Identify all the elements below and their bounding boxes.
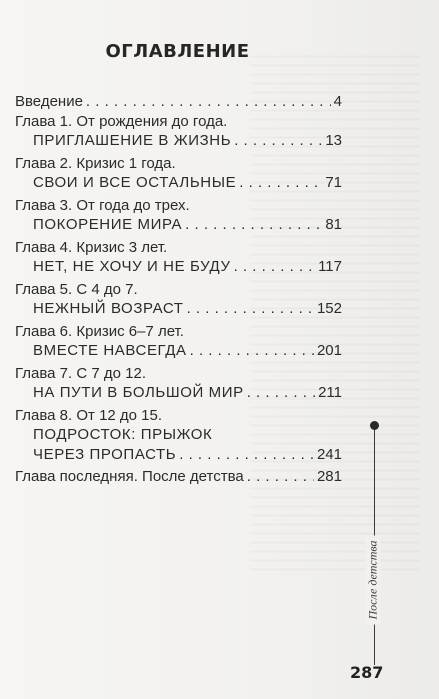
leader-dots — [247, 467, 314, 487]
toc-entry-chapter-1 — [15, 131, 342, 151]
toc-page-number: 281 — [316, 468, 342, 485]
toc-entry-chapter-7 — [15, 383, 342, 403]
toc-entry-chapter-4 — [15, 257, 342, 277]
toc-subtitle: ПОКОРЕНИЕ МИРА — [33, 216, 183, 233]
toc-page-number: 152 — [316, 300, 342, 317]
toc-subtitle-line — [15, 425, 342, 445]
toc-page-number: 241 — [316, 445, 342, 463]
leader-dots — [234, 131, 322, 151]
running-title: После детства — [366, 535, 381, 624]
toc-page-number: 201 — [316, 342, 342, 359]
toc-entry-chapter-5 — [15, 299, 342, 319]
table-of-contents — [15, 92, 342, 487]
toc-chapter-heading: Глава 3. От года до трех. — [15, 196, 190, 214]
toc-chapter-heading: Глава 4. Кризис 3 лет. — [15, 238, 168, 256]
leader-dots — [239, 173, 322, 193]
toc-subtitle: ВМЕСТЕ НАВСЕГДА — [33, 342, 187, 359]
toc-chapter-heading: Глава 8. От 12 до 15. — [15, 406, 163, 424]
page-title: ОГЛАВЛЕНИЕ — [105, 41, 250, 62]
toc-subtitle: НА ПУТИ В БОЛЬШОЙ МИР — [33, 384, 244, 401]
toc-entry-chapter-3 — [15, 215, 342, 235]
toc-entry-intro — [15, 92, 342, 112]
leader-dots — [187, 299, 314, 319]
toc-page-number: 211 — [318, 384, 342, 401]
toc-entry-chapter-2 — [15, 173, 342, 193]
toc-subtitle: НЕТ, НЕ ХОЧУ И НЕ БУДУ — [33, 258, 231, 275]
toc-subtitle: ПОДРОСТОК: ПРЫЖОК — [33, 426, 213, 443]
toc-page-number: 71 — [325, 174, 342, 191]
side-rule-dot — [370, 421, 379, 430]
toc-page-number: 117 — [318, 258, 342, 275]
toc-chapter-heading: Глава 2. Кризис 1 года. — [15, 154, 176, 172]
toc-subtitle: НЕЖНЫЙ ВОЗРАСТ — [33, 300, 184, 317]
toc-page-number: 81 — [325, 216, 342, 233]
toc-chapter-heading: Глава 1. От рождения до года. — [15, 112, 228, 130]
toc-chapter-heading: Глава 5. С 4 до 7. — [15, 280, 138, 298]
toc-chapter-heading: Глава 7. С 7 до 12. — [15, 364, 146, 382]
toc-page-number: 4 — [333, 93, 342, 110]
toc-entry-chapter-8 — [15, 445, 342, 465]
leader-dots — [185, 215, 322, 235]
toc-subtitle: СВОИ И ВСЕ ОСТАЛЬНЫЕ — [33, 174, 237, 191]
toc-chapter-title: Введение — [15, 93, 83, 110]
leader-dots — [86, 92, 331, 112]
toc-entry-last-chapter — [15, 467, 342, 487]
leader-dots — [234, 257, 315, 277]
leader-dots — [190, 341, 314, 361]
leader-dots — [179, 445, 314, 465]
page-number: 287 — [350, 663, 384, 682]
leader-dots — [247, 383, 315, 403]
toc-page-number: 13 — [325, 132, 342, 149]
toc-subtitle: ЧЕРЕЗ ПРОПАСТЬ — [33, 445, 177, 463]
toc-chapter-title: Глава последняя. После детства — [15, 468, 244, 485]
toc-entry-chapter-6 — [15, 341, 342, 361]
toc-subtitle: ПРИГЛАШЕНИЕ В ЖИЗНЬ — [33, 132, 232, 149]
toc-chapter-heading: Глава 6. Кризис 6–7 лет. — [15, 322, 184, 340]
